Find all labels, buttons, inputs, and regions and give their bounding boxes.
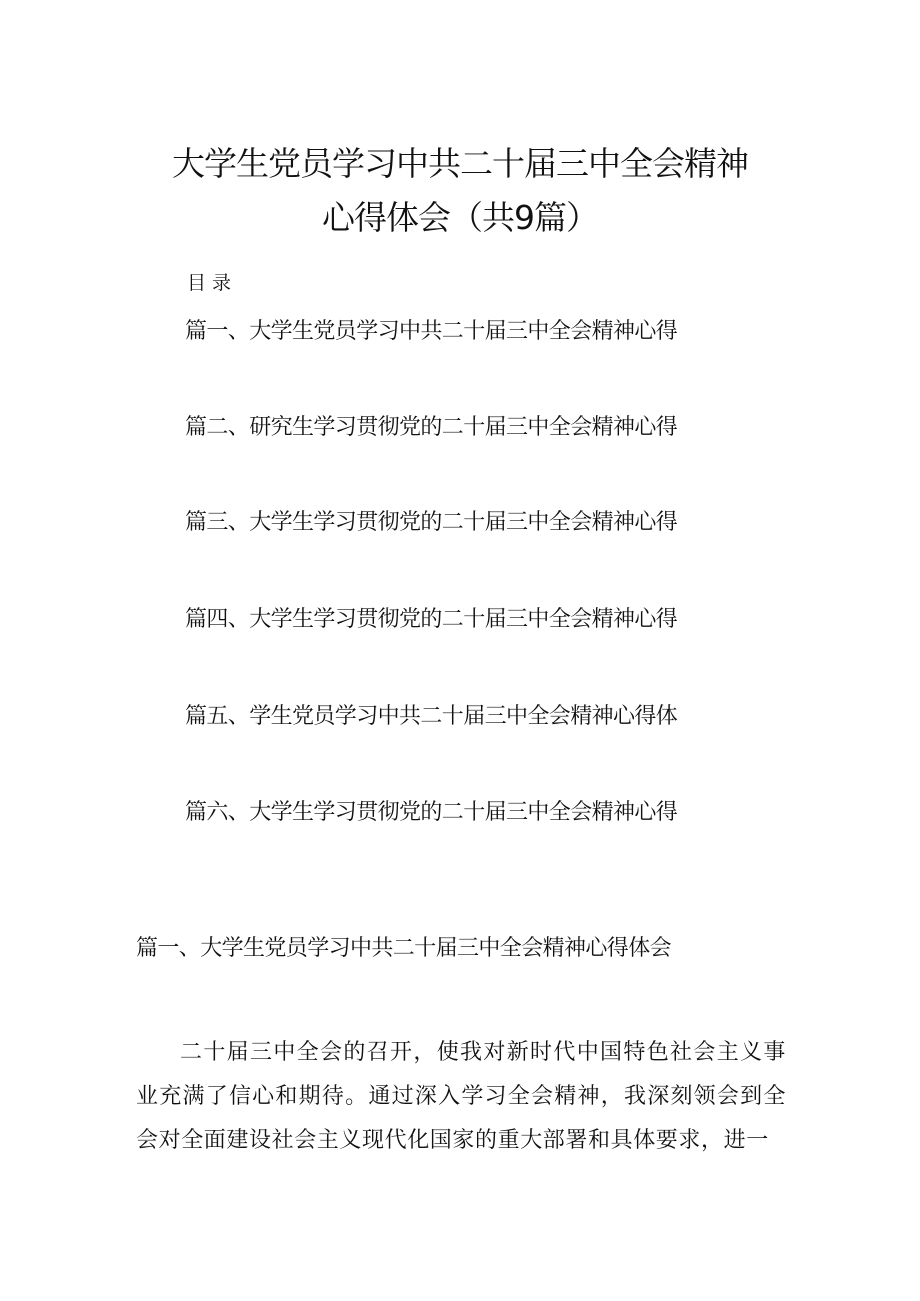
document-title-line1: 大学生党员学习中共二十届三中全会精神 bbox=[172, 144, 748, 183]
toc-item-4[interactable]: 篇四、大学生学习贯彻党的二十届三中全会精神心得 bbox=[185, 607, 678, 632]
toc-item-6[interactable]: 篇六、大学生学习贯彻党的二十届三中全会精神心得 bbox=[185, 800, 678, 825]
toc-item-2[interactable]: 篇二、研究生学习贯彻党的二十届三中全会精神心得 bbox=[185, 415, 678, 440]
toc-item-1[interactable]: 篇一、大学生党员学习中共二十届三中全会精神心得 bbox=[185, 319, 678, 344]
section-heading: 篇一、大学生党员学习中共二十届三中全会精神心得体会 bbox=[136, 936, 672, 961]
toc-item-3[interactable]: 篇三、大学生学习贯彻党的二十届三中全会精神心得 bbox=[185, 510, 678, 535]
document-title-line2: 心得体会（共9篇） bbox=[322, 198, 598, 237]
toc-label: 目录 bbox=[187, 272, 238, 294]
body-paragraph: 二十届三中全会的召开，使我对新时代中国特色社会主义事业充满了信心和期待。通过深入学习全会精神，我深刻领会到全会对全面建设社会主义现代化国家的重大部署和具体要求，进一 bbox=[136, 1040, 786, 1153]
toc-item-5[interactable]: 篇五、学生党员学习中共二十届三中全会精神心得体 bbox=[185, 704, 678, 729]
